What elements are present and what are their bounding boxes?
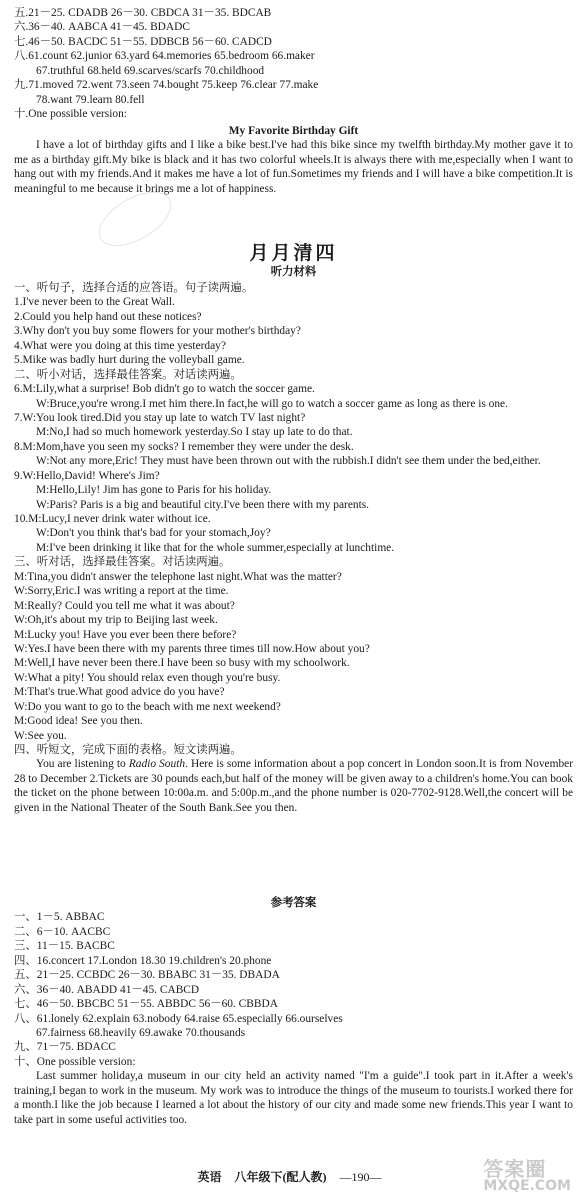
dialog-line: 8.M:Mom,have you seen my socks? I remember they were under the desk. xyxy=(14,440,354,453)
answer-line: 六、36－40. ABADD 41－45. CABCD xyxy=(14,983,200,996)
answer-line: 四、16.concert 17.London 18.30 19.children's 20.phone xyxy=(14,954,272,967)
watermark xyxy=(483,1157,571,1195)
conversation-line: W:See you. xyxy=(14,729,67,742)
footer-subject: 英语 xyxy=(197,1170,222,1184)
answer-key-title: 参考答案 xyxy=(270,897,317,909)
conversation-line: W:Yes.I have been there with my parents three times till now.How about you? xyxy=(14,642,370,655)
dialog-line: 7.W:You look tired.Did you stay up late to watch TV last night? xyxy=(14,411,306,424)
conversation-line: M:Good idea! See you then. xyxy=(14,715,143,728)
dialog-line: M:Hello,Lily! Jim has gone to Paris for his holiday. xyxy=(36,484,272,497)
dialog-line xyxy=(14,397,573,411)
section-title xyxy=(14,243,573,279)
part-heading: 一、听句子，选择合适的应答语。句子读两遍。 xyxy=(14,282,254,294)
listening-sentence: 3.Why don't you buy some flowers for your mother's birthday? xyxy=(14,325,301,338)
listening-sentence: 5.Mike was badly hurt during the volleyball game. xyxy=(14,354,245,367)
conversation-line: M:That's true.What good advice do you have? xyxy=(14,686,225,699)
answer-line: 十、One possible version: xyxy=(14,1055,136,1068)
answer-line: 十.One possible version: xyxy=(14,108,127,121)
dialog-line: W:Paris? Paris is a big and beautiful city.I've been there with my parents. xyxy=(36,498,370,511)
answer-line: 一、1－5. ABBAC xyxy=(14,911,105,924)
answer-line: 二、6－10. AACBC xyxy=(14,925,111,938)
answer-line: 九、71－75. BDACC xyxy=(14,1041,116,1054)
answer-line: 三、11－15. BACBC xyxy=(14,940,115,953)
conversation-line: M:Lucky you! Have you ever been there before? xyxy=(14,628,237,641)
essay-1 xyxy=(14,124,573,196)
answer-key-block xyxy=(14,896,573,1127)
listening-passage xyxy=(14,757,573,815)
conversation-line: W:Oh,it's about my trip to Beijing last week. xyxy=(14,614,218,627)
dialog-text: M:I've been drinking it like that for the whole summer,especially at lunchtime. xyxy=(36,541,395,554)
answer-line: 八.61.count 62.junior 63.yard 64.memories 65.bedroom 66.maker xyxy=(14,50,315,63)
watermark-top: 答案圈 xyxy=(483,1157,547,1181)
section-title-text: 月月清四 xyxy=(249,243,338,264)
listening-sentence: 2.Could you help hand out these notices? xyxy=(14,310,202,323)
conversation-line: W:Sorry,Eric.I was writing a report at the time. xyxy=(14,585,229,598)
conversation-line: W:Do you want to go to the beach with me next weekend? xyxy=(14,700,281,713)
conversation-line: M:Really? Could you tell me what it was about? xyxy=(14,599,235,612)
conversation-line: M:Well,I have never been there.I have been so busy with my schoolwork. xyxy=(14,657,350,670)
dialog-line: 6.M:Lily,what a surprise! Bob didn't go to watch the soccer game. xyxy=(14,383,315,396)
answer-line: 七、46－50. BBCBC 51－55. ABBDC 56－60. CBBDA xyxy=(14,998,278,1011)
passage-text: You are listening to xyxy=(36,758,129,771)
part-heading: 二、听小对话，选择最佳答案。对话读两遍。 xyxy=(14,368,242,381)
essay-1-title: My Favorite Birthday Gift xyxy=(228,125,359,137)
listening-sentence: 1.I've never been to the Great Wall. xyxy=(14,296,175,309)
dialog-line: W:Don't you think that's bad for your stomach,Joy? xyxy=(36,527,271,540)
answer-line: 六.36－40. AABCA 41－45. BDADC xyxy=(14,21,190,34)
listening-block xyxy=(14,281,573,815)
dialog-line: 9.W:Hello,David! Where's Jim? xyxy=(14,469,160,482)
part-heading: 四、听短文，完成下面的表格。短文读两遍。 xyxy=(14,744,242,757)
watermark-bottom: MXQE.COM xyxy=(483,1178,571,1195)
answer-line: 67.fairness 68.heavily 69.awake 70.thousands xyxy=(36,1026,246,1039)
page-number: —190— xyxy=(339,1170,382,1184)
essay-2-text: Last summer holiday,a museum in our city held an activity named "I'm a guide".I took part in it.After a week's training,I began to work in the museum. My work was to introduce the things of the museum to tourists.I worked there for a month.I like the job because I learned a lot about the history of our city and made some new friends.This year I want to take part in some useful activities too. xyxy=(14,1070,573,1126)
listening-sentence: 4.What were you doing at this time yesterday? xyxy=(14,339,226,352)
radio-station-name: Radio South xyxy=(128,758,186,771)
dialog-line: M:No,I had so much homework yesterday.So I stay up late to do that. xyxy=(36,426,353,439)
answer-line: 八、61.lonely 62.explain 63.nobody 64.raise 65.especially 66.ourselves xyxy=(14,1012,343,1025)
dialog-text: W:Bruce,you're wrong.I met him there.In fact,he will go to watch a soccer game as long as there is one. xyxy=(36,397,508,410)
answer-line: 五.21－25. CDADB 26－30. CBDCA 31－35. BDCAB xyxy=(14,7,272,19)
answer-line: 九.71.moved 72.went 73.seen 74.bought 75.keep 76.clear 77.make xyxy=(14,79,319,92)
conversation-line: W:What a pity! You should relax even though you're busy. xyxy=(14,671,281,684)
listening-title: 听力材料 xyxy=(270,266,317,278)
answer-line: 五、21－25. CCBDC 26－30. BBABC 31－35. DBADA xyxy=(14,969,280,982)
dialog-line: 10.M:Lucy,I never drink water without ice. xyxy=(14,513,211,526)
dialog-line xyxy=(14,454,573,468)
conversation-line: M:Tina,you didn't answer the telephone last night.What was the matter? xyxy=(14,570,342,583)
answer-line: 七.46－50. BACDC 51－55. DDBCB 56－60. CADCD xyxy=(14,35,272,48)
dialog-text: W:Not any more,Eric! They must have been thrown out with the rubbish.I didn't see them under the bed,either. xyxy=(36,455,541,468)
footer-grade: 八年级下(配人教) xyxy=(234,1170,327,1184)
answer-line: 67.truthful 68.held 69.scarves/scarfs 70.childhood xyxy=(36,64,265,77)
passage-text: . Here is some information about a pop concert in London soon.It is from November 28 to December 2.Tickets are 30 pounds each,but half of the money will be given away to a children's home.You can book the ticket on the phone between 10:00a.m. and 5:00p.m.,and the phone number is 020-7702-9128.Well,the concert will be given in the National Theater of the South Bank.See you then. xyxy=(14,758,573,814)
part-heading: 三、听对话，选择最佳答案。对话读两遍。 xyxy=(14,556,231,569)
answer-line: 78.want 79.learn 80.fell xyxy=(36,93,145,106)
answer-block-top xyxy=(14,6,573,122)
essay-1-text: I have a lot of birthday gifts and I like a bike best.I've had this bike since my twelfth birthday.My mother gave it to me as a birthday gift.My bike is black and it has two colorful wheels.It is always there with me,especially when I want to hang out with my friends.And it makes me have a lot of fun.Sometimes my friends and I will have a bike competition.It is meaningful to me because it brings me a lot of happiness. xyxy=(14,139,573,195)
dialog-line xyxy=(14,541,573,555)
